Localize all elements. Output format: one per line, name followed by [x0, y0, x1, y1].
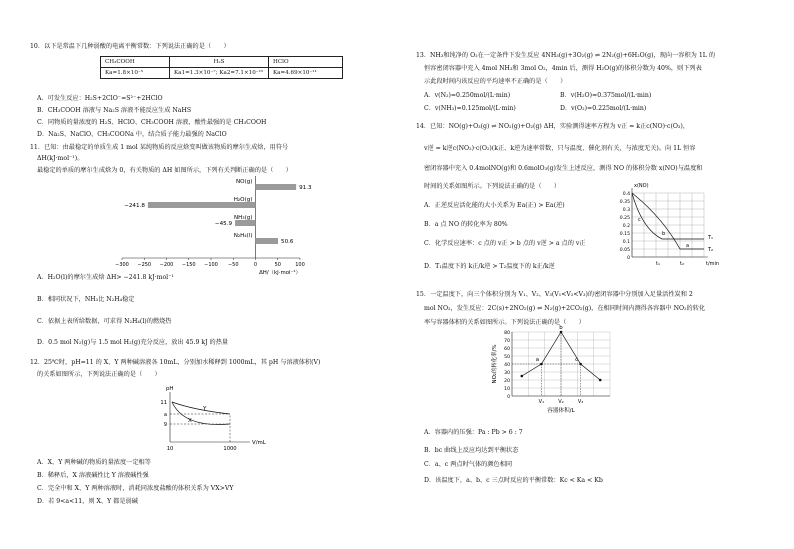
table-cell: Ka=4.69×10⁻¹¹ [269, 68, 343, 79]
q10-option-a: A．可发生反应：H₂S+2ClO⁻=S²⁻+2HClO [37, 95, 163, 102]
x-axis-title: ΔH/（kJ·mol⁻¹） [259, 270, 301, 276]
value-label: 91.3 [299, 185, 312, 191]
q13-option-c: C．v(NH₃)=0.125mol/(L·min) [424, 105, 516, 112]
q11-option-d: D．0.5 mol N₂(g)与 1.5 mol H₂(g)充分反应，放出 45.9 kJ 的热量 [37, 339, 229, 346]
q14-option-a: A．正逆反应活化能的大小关系为 Ea(正) > Ea(逆) [424, 202, 565, 209]
y-tick-label: 0 [627, 255, 630, 261]
x-axis-title: V/mL [252, 440, 266, 446]
y-tick-label: 70 [504, 338, 510, 344]
x-axis-title: 容器体积/L [547, 408, 575, 414]
q11-option-b: B．相同状况下，NH₃比 N₂H₄稳定 [37, 296, 135, 303]
y-tick-label: 60 [504, 346, 510, 352]
q11-stem-1: 11．已知：由最稳定的单质生成 1 mol 某纯物质的反应焓变叫做该物质的摩尔生成焓，用符号 [30, 144, 289, 151]
q12-option-b: B．稀释后，X 溶液碱性比 Y 溶液碱性强 [37, 472, 149, 479]
q12-option-d: D．若 9<a<11，则 X、Y 都是弱碱 [37, 498, 138, 505]
y-tick-label: 0.25 [619, 215, 630, 221]
y-tick-label: 80 [504, 330, 510, 336]
category-label: H₂O(g) [233, 197, 253, 203]
q12-stem-2: 的关系如图所示，下列说法正确的是（ ） [37, 371, 161, 378]
x-axis-title: t/min [706, 261, 720, 267]
q10-stem: 10．以下是常温下几种弱酸的电离平衡常数：下列说法正确的是（ ） [30, 43, 230, 50]
x-tick-label: −300 [115, 262, 129, 268]
q11-stem-2: ΔH(kJ·mol⁻¹)。 [37, 155, 84, 162]
q10-option-d: D．Na₂S、NaClO、CH₃COONa 中，结合质子能力最强的 NaClO [37, 131, 227, 138]
y-axis-title: x(NO) [634, 183, 649, 189]
x-tick-label: −200 [159, 262, 174, 268]
q12-stem-1: 12．25℃时，pH=11 的 X、Y 两种碱溶液各 10mL，分别加水稀释到 1000mL，其 pH 与溶液体积(V) [30, 359, 321, 366]
category-label: NO(g) [235, 179, 253, 185]
y-tick-label: 0.2 [622, 223, 630, 229]
q15-option-d: D．该温度下，a、b、c 三点时反应的平衡常数：Kc < Ka < Kb [424, 477, 603, 484]
q14-stem-1: 14．已知：NO(g)+O₃(g) ⇌ NO₂(g)+O₂(g) ΔH，实验测得速率方程为 v正 = k正c(NO)·c(O₃)， [416, 123, 690, 130]
q14-stem-2: v逆 = k逆c(NO₂)·c(O₂)(k正、k逆为速率常数，只与温度、催化剂有关，与浓度无关)。向 1L 恒容 [424, 145, 696, 152]
table-header: CH₃COOH [101, 57, 170, 68]
y-tick-label: 0.3 [622, 207, 630, 213]
y-mark-label: 11 [160, 400, 167, 406]
point-label: a [686, 243, 690, 249]
y-tick-label: 0.35 [619, 199, 630, 205]
category-label: NH₃(g) [233, 215, 253, 221]
point-label: c [638, 217, 641, 223]
q11-stem-3: 最稳定的单质的摩尔生成焓为 0，有关物质的 ΔH 如图所示，下列有关判断正确的是（ ） [37, 167, 292, 174]
point-label: b [662, 231, 666, 237]
x-tick-label: −150 [181, 262, 196, 268]
x-tick-label: −250 [137, 262, 152, 268]
x-mark-label: 10 [166, 446, 174, 452]
q15-stem-3: 率与容器体积的关系如图所示。下列说法正确的是（ ） [424, 319, 585, 326]
y-tick-label: 20 [504, 378, 510, 384]
table-header: H₂S [170, 57, 269, 68]
q13-stem-1: 13．NH₃和纯净的 O₂在一定条件下发生反应 4NH₃(g)+3O₂(g) ⇌ 2N₂(g)+6H₂O(g)，现向一容积为 1L 的 [416, 52, 716, 59]
x-tick-label: 0 [253, 262, 258, 268]
q13-option-a: A．v(N₂)=0.250mol/(L·min) [424, 92, 511, 99]
y-tick-label: 0.4 [622, 191, 630, 197]
value-label: −241.8 [124, 203, 145, 209]
q12-option-a: A．X、Y 两种碱的物质的量浓度一定相等 [37, 459, 151, 466]
x-tick-label: −50 [227, 262, 239, 268]
y-tick-label: 40 [504, 362, 510, 368]
q15-stem-1: 15．一定温度下，向三个体积分别为 V₁、V₂、V₃(V₁<V₂<V₃)的密闭容器中分别加入足量活性炭和 2 [416, 291, 693, 298]
point-label: c [575, 357, 579, 363]
x-tick-label: −100 [204, 262, 218, 268]
x-tick-label: 50 [274, 262, 281, 268]
y-tick-label: 10 [504, 386, 510, 392]
table-cell: Ka1=1.3×10⁻⁷; Ka2=7.1×10⁻¹⁵ [170, 68, 269, 79]
point-label: b [559, 325, 563, 331]
value-label: −45.9 [214, 221, 233, 227]
q13-option-b: B．v(H₂O)=0.375mol/(L·min) [560, 92, 652, 99]
q13-stem-3: 示此段时间内该反应的平均速率不正确的是（ ） [424, 78, 567, 85]
q14-option-c: C．化学反应速率：c 点的 v正 > b 点的 v逆 > a 点的 v正 [424, 240, 586, 247]
q11-option-c: C．依据上表所给数据，可求得 N₂H₄(l)的燃烧热 [37, 318, 172, 325]
q14-option-b: B．a 点 NO 的转化率为 80% [424, 221, 508, 228]
point-label: a [535, 357, 540, 363]
y-mark-label: a [163, 412, 167, 418]
x-mark-label: V₂ [558, 399, 564, 405]
y-tick-label: 30 [504, 370, 510, 376]
y-tick-label: 0.1 [622, 239, 630, 245]
x-mark-label: V₃ [577, 399, 584, 405]
series-label: Y [203, 406, 207, 412]
y-axis-title: NO₂的转化率/% [492, 344, 498, 384]
q15-option-b: B．bc 曲线上反应均达到平衡状态 [424, 447, 519, 454]
y-tick-label: 0 [507, 394, 510, 400]
q13-option-d: D．v(O₂)=0.225mol/(L·min) [560, 105, 647, 112]
x-mark-label: t₁ [656, 261, 660, 267]
y-mark-label: 9 [163, 422, 167, 428]
q10-option-c: C．同物质的量浓度的 H₂S、HClO、CH₃COOH 溶液，酸性最强的是 CH₃COOH [37, 119, 267, 126]
x-mark-label: 1000 [223, 446, 237, 452]
series-label: T₁ [708, 235, 714, 241]
q14-option-d: D．T₁温度下的 k正/k逆 > T₂温度下的 k正/k逆 [424, 263, 555, 270]
y-tick-label: 0.05 [619, 247, 630, 253]
table-header: HClO [269, 57, 343, 68]
x-mark-label: V₁ [538, 399, 545, 405]
q10-option-b: B．CH₃COOH 溶液与 Na₂S 溶液不能反应生成 NaHS [37, 107, 192, 114]
y-axis-title: pH [166, 386, 174, 392]
series-label: T₂ [708, 247, 714, 253]
q11-option-a: A．H₂O(l)的摩尔生成焓 ΔH> −241.8 kJ·mol⁻¹ [37, 274, 174, 281]
value-label: 50.6 [281, 239, 294, 245]
q15-stem-2: mol NO₂，发生反应：2C(s)+2NO₂(g) ⇌ N₂(g)+2CO₂(g)，在相同时间内测得各容器中 NO₂的转化 [424, 305, 706, 312]
q13-stem-2: 恒容密闭容器中充入 4mol NH₃和 3mol O₂，4min 后，测得 H₂O(g)的体积分数为 40%，则下列表 [424, 65, 702, 72]
series-label: X [188, 418, 192, 424]
data-point [521, 375, 524, 378]
q14-stem-3: 密闭容器中充入 0.4molNO(g)和 0.6molO₃(g)发生上述反应，测得 NO 的体积分数 x(NO)与温度和 [424, 165, 703, 172]
q12-option-c: C．完全中和 X、Y 两种溶液时，消耗同浓度盐酸的体积关系为 VX>VY [37, 485, 234, 492]
q14-stem-4: 时间的关系如图所示。下列说法正确的是（ ） [424, 183, 561, 190]
y-tick-label: 0.15 [619, 231, 630, 237]
table-cell: Ka=1.8×10⁻⁵ [101, 68, 170, 79]
data-point [599, 379, 602, 382]
x-mark-label: t₂ [680, 261, 684, 267]
category-label: N₂H₄(l) [233, 233, 253, 239]
q15-option-a: A．容器内的压强：Pa : Pb > 6 : 7 [424, 429, 523, 436]
q15-option-c: C．a、c 两点时气体的颜色相同 [424, 461, 513, 468]
y-tick-label: 50 [504, 354, 510, 360]
x-tick-label: 100 [295, 262, 305, 268]
